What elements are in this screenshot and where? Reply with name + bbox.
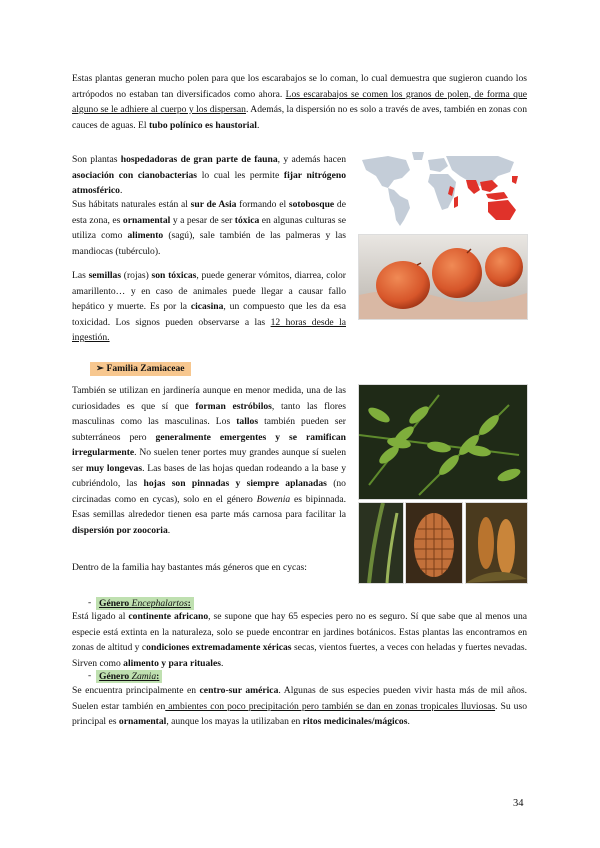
page-number: 34 — [513, 798, 524, 809]
seeds-paragraph: Las semillas (rojas) son tóxicas, puede generar vómitos, diarrea, color amarillento… y en caso de animales puede llegar a causar fallo hepático y muerte. Es por la cicasina, un compuesto que les da esa toxicidad. Los signos pueden observarse a las 12 horas desde la ingestión. — [72, 270, 346, 343]
red-seeds-photo — [358, 234, 528, 320]
genero-encephalartos-heading: Género Encephalartos: — [96, 597, 194, 610]
section-heading-label: Familia Zamiaceae — [106, 363, 185, 374]
habitat-paragraph: Sus hábitats naturales están al sur de Asia formando el sotobosque de esta zona, es ornamental y a pesar de ser tóxica en algunas culturas se utiliza como alimento (sagú), sale también de las palmeras y las mandiocas (tubérculo). — [72, 199, 346, 257]
intro-paragraph: Estas plantas generan mucho polen para que los escarabajos se lo coman, lo cual demuestra que sugieron cuando los artrópodos no estaban tan diversificados como ahora. Los escarabajos se comen los granos de polen, de forma que alguno se le adhiere al cuerpo y los dispersan. Además, la dispersión no es solo a través de aves, también en zonas con cauces de aguas. El tubo polínico es haustorial. — [72, 73, 527, 131]
section-heading — [90, 362, 191, 376]
list-dash: - — [88, 670, 92, 681]
cone-photo-3 — [465, 502, 528, 584]
zamiaceae-paragraph: También se utilizan en jardinería aunque en menor medida, una de las curiosidades es que sí que forman estróbilos, tanto las flores masculinas como las masculinas. Los tallos también pueden ser subterráneos pero generalmente emergentes y se ramifican irregularmente. No suelen tener portes muy grandes aunque sí suelen ser muy longevas. Las bases de las hojas quedan rodeando a la base y cubriéndolo, las hojas son pinnadas y siempre aplanadas (no circinadas como en cycas), solo en el género Bowenia es bipinnada. Esas semillas alrededor tienen esa parte más carnosa para facilitar la dispersión por zoocoria. — [72, 385, 347, 536]
world-distribution-map — [358, 150, 524, 228]
zamia-fern-photo — [358, 384, 528, 500]
arrow-icon: ➢ — [96, 363, 105, 374]
encephalartos-paragraph: Está ligado al continente africano, se supone que hay 65 especies pero no es seguro. Sí que sabe que al menos una especie está extinta en la naturaleza, solo se puede encontrar en jardines botánicos. Estas plantas las encontramos en zonas de altitud y condiciones extremadamente xéricas secas, vientos fuertes, a veces con heladas y fuertes nevadas. Sirven como alimento y para rituales. — [72, 611, 528, 669]
list-dash: - — [88, 597, 92, 608]
cone-photo-2 — [405, 502, 463, 584]
generos-intro: Dentro de la familia hay bastantes más géneros que en cycas: — [72, 562, 307, 573]
cone-photo-1 — [358, 502, 404, 584]
zamia-paragraph: Se encuentra principalmente en centro-sur américa. Algunas de sus especies pueden vivir hasta más de mil años. Suelen estar también en ambientes con poco precipitación pero también se dan en zonas tropicales lluviosas. Su uso principal es ornamental, aunque los mayas la utilizaban en ritos medicinales/mágicos. — [72, 685, 527, 727]
fauna-paragraph: Son plantas hospedadoras de gran parte de fauna, y además hacen asociación con cianobacterias lo cual les permite fijar nitrógeno atmosférico. — [72, 154, 346, 196]
genero-zamia-heading: Género Zamia: — [96, 670, 162, 683]
